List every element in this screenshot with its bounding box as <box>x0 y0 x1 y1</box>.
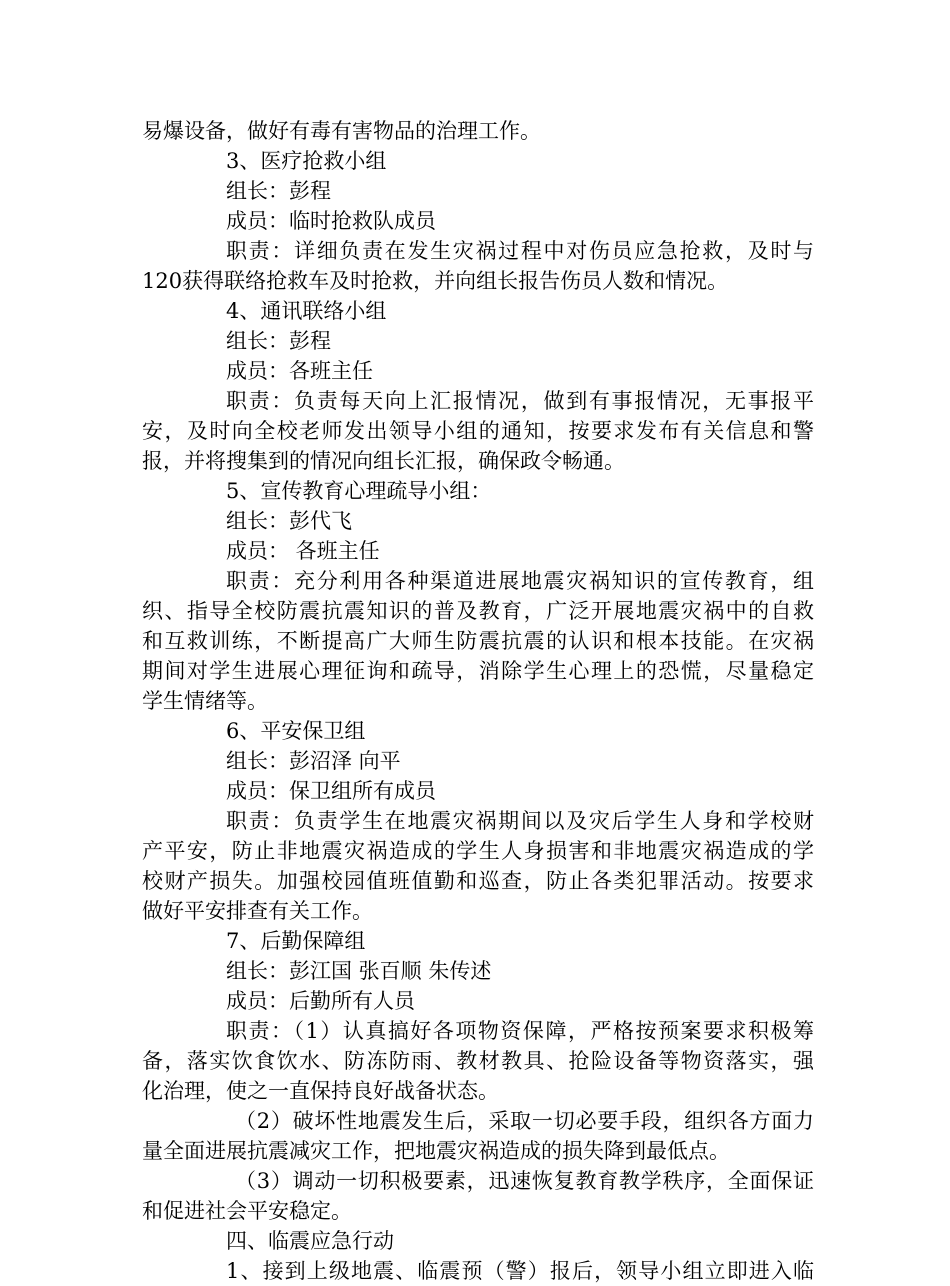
text-line: 组长：彭江国 张百顺 朱传述 <box>226 959 492 983</box>
text-line: 7、后勤保障组 <box>226 929 366 953</box>
text-line: 量全面进展抗震减灾工作，把地震灾祸造成的损失降到最低点。 <box>142 1139 730 1163</box>
text-line: 组长：彭代飞 <box>226 509 352 533</box>
text-line: 职责：详细负责在发生灾祸过程中对伤员应急抢救，及时与 <box>226 239 814 263</box>
text-line: 6、平安保卫组 <box>226 719 366 743</box>
text-line: 成员：后勤所有人员 <box>226 989 415 1013</box>
text-line: 4、通讯联络小组 <box>226 299 387 323</box>
text-line: 组长：彭程 <box>226 179 331 203</box>
text-line: 成员：临时抢救队成员 <box>226 209 436 233</box>
text-line: 期间对学生进展心理征询和疏导，消除学生心理上的恐慌，尽量稳定 <box>142 659 814 683</box>
text-line: 职责：负责学生在地震灾祸期间以及灾后学生人身和学校财 <box>226 809 814 833</box>
text-line: 组长：彭沼泽 向平 <box>226 749 401 773</box>
text-line: 3、医疗抢救小组 <box>226 149 387 173</box>
text-line: 校财产损失。加强校园值班值勤和巡查，防止各类犯罪活动。按要求 <box>142 869 814 893</box>
text-line: 成员：保卫组所有成员 <box>226 779 436 803</box>
text-line: 5、宣传教育心理疏导小组： <box>226 479 492 503</box>
text-line: 四、临震应急行动 <box>226 1229 394 1253</box>
text-line: 职责：（1）认真搞好各项物资保障，严格按预案要求积极筹 <box>226 1019 814 1043</box>
document-body <box>142 116 814 1286</box>
text-line: 安，及时向全校老师发出领导小组的通知，按要求发布有关信息和警 <box>142 419 814 443</box>
text-line: 报，并将搜集到的情况向组长汇报，确保政令畅通。 <box>142 449 625 473</box>
text-line: 化治理，使之一直保持良好战备状态。 <box>142 1079 499 1103</box>
text-line: （3）调动一切积极要素，迅速恢复教育教学秩序，全面保证 <box>235 1169 814 1193</box>
text-line: 成员： 各班主任 <box>226 539 380 563</box>
text-line: 职责：充分利用各种渠道进展地震灾祸知识的宣传教育，组 <box>226 569 814 593</box>
text-line: 织、指导全校防震抗震知识的普及教育，广泛开展地震灾祸中的自救 <box>142 599 814 623</box>
text-line: 组长：彭程 <box>226 329 331 353</box>
text-line: （2）破坏性地震发生后，采取一切必要手段，组织各方面力 <box>235 1109 814 1133</box>
text-line: 职责：负责每天向上汇报情况，做到有事报情况，无事报平 <box>226 389 814 413</box>
text-line: 产平安，防止非地震灾祸造成的学生人身损害和非地震灾祸造成的学 <box>142 839 814 863</box>
text-line: 做好平安排查有关工作。 <box>142 899 373 923</box>
text-line: 易爆设备，做好有毒有害物品的治理工作。 <box>142 119 541 143</box>
text-line: 成员：各班主任 <box>226 359 373 383</box>
text-line: 学生情绪等。 <box>142 689 268 713</box>
text-line: 备，落实饮食饮水、防冻防雨、教材教具、抢险设备等物资落实，强 <box>142 1049 814 1073</box>
text-line: 和促进社会平安稳定。 <box>142 1199 352 1223</box>
text-line: 120获得联络抢救车及时抢救，并向组长报告伤员人数和情况。 <box>142 269 729 293</box>
text-line: 和互救训练，不断提高广大师生防震抗震的认识和根本技能。在灾祸 <box>142 629 814 653</box>
text-line: 1、接到上级地震、临震预（警）报后，领导小组立即进入临 <box>226 1259 814 1283</box>
